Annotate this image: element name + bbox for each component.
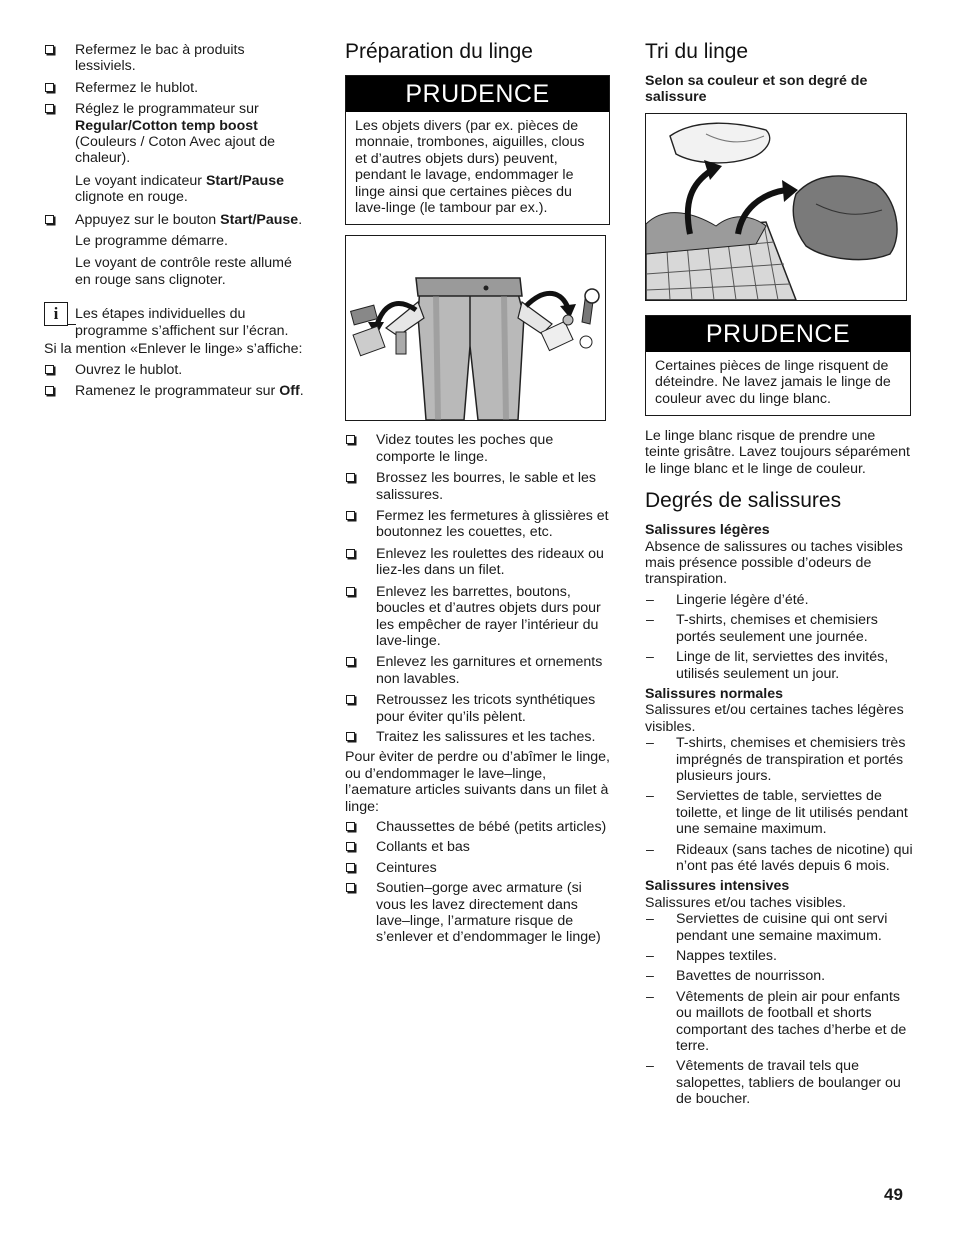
white-laundry-paragraph: Le linge blanc risque de prendre une teinte grisâtre. Lavez toujours séparément le linge blanc et le linge de couleur. [645,428,910,477]
soil-light-text: Absence de salissures ou taches visibles mais présence possible d’odeurs de transpiration. [645,538,903,588]
soil-normal-title: Salissures normales [645,685,784,702]
caution-title: PRUDENCE [646,316,910,352]
step-close-detergent-drawer: Refermez le bac à produits lessiviels. [44,42,309,75]
list-item: – Bavettes de nourrisson. [645,968,913,984]
soil-normal-text: Salissures et/ou certaines taches légères visibles. [645,702,904,735]
soil-light-title: Salissures légères [645,522,770,539]
section-title: Tri du linge [645,40,749,63]
list-item: – Vêtements de travail tels que salopettes, tabliers de boulanger ou de boucher. [645,1058,913,1107]
list-item: – Vêtements de plein air pour enfants ou maillots de football et shorts comportant des taches d’herbe et de terre. [645,989,913,1055]
caution-box [345,75,610,225]
caution-title: PRUDENCE [346,76,609,112]
column-right [645,40,913,1112]
net-paragraph: Pour èviter de perdre ou d’abîmer le linge, ou d’endommager le lave–linge, l’aemature articles suivants dans un filet à linge: [345,749,610,815]
list-item: – Nappes textiles. [645,948,913,964]
list-item: – Lingerie légère d’été. [645,592,913,608]
info-icon: i [44,302,68,326]
info-text: Les étapes individuelles du programme s’affichent sur l’écran. [75,306,289,339]
list-item: Brossez les bourres, le sable et les salissures. [345,470,610,503]
trousers-pockets-icon [346,236,605,420]
list-item: Chaussettes de bébé (petits articles) [345,819,610,835]
list-item: Enlevez les roulettes des rideaux ou liez-les dans un filet. [345,546,610,579]
laundry-basket-icon [646,114,906,300]
laundry-basket-figure [645,113,907,301]
caution-box [645,315,911,416]
section-title: Degrés de salissures [645,489,842,513]
list-item: Enlevez les garnitures et ornements non lavables. [345,654,610,687]
list-item: – T-shirts, chemises et chemisiers portés seulement une journée. [645,612,913,645]
trousers-pockets-figure [345,235,606,421]
list-item: Enlevez les barrettes, boutons, boucles et d’autres objets durs pour les empêcher de rayer l’intérieur du lave-linge. [345,584,610,650]
divider [68,324,76,325]
list-item: Retroussez les tricots synthétiques pour éviter qu’ils pèlent. [345,692,610,725]
caution-text: Certaines pièces de linge risquent de déteindre. Ne lavez jamais le linge de couleur avec du linge blanc. [655,357,891,407]
list-item: Ceintures [345,860,610,876]
step-set-off: Ramenez le programmateur sur Off. [44,383,309,399]
soil-intense-title: Salissures intensives [645,878,790,895]
programme-name: Regular/Cotton temp boost [75,117,258,134]
step-open-door: Ouvrez le hublot. [44,362,309,378]
page-number: 49 [884,1185,903,1204]
list-item: Soutien–gorge avec armature (si vous les lavez directement dans lave–linge, l’armature risque de s’enlever et d’endommager le linge) [345,880,610,946]
note-programme-starts: Le programme démarre. [75,233,228,250]
info-note [44,306,309,339]
list-item: – Linge de lit, serviettes des invités, utilisés seulement un jour. [645,649,913,682]
note-start-pause-blinking: Le voyant indicateur Start/Pause clignote en rouge. [75,172,285,206]
note-light-stays-on: Le voyant de contrôle reste allumé en rouge sans clignoter. [75,255,292,288]
list-item: – Serviettes de cuisine qui ont servi pendant une semaine maximum. [645,911,913,944]
list-item: – T-shirts, chemises et chemisiers très imprégnés de transpiration et portés plusieurs jours. [645,735,913,784]
list-item: Videz toutes les poches que comporte le linge. [345,432,610,465]
list-item: Traitez les salissures et les taches. [345,729,610,745]
soil-intense-text: Salissures et/ou taches visibles. [645,894,847,911]
column-middle [345,40,610,950]
step-close-door: Refermez le hublot. [44,80,309,96]
list-item: – Serviettes de table, serviettes de toilette, et linge de lit utilisés pendant une semaine maximum. [645,788,913,837]
section-title: Préparation du linge [345,40,533,63]
net-list [345,819,610,946]
step-press-start: Appuyez sur le bouton Start/Pause. [44,212,309,228]
list-item: – Rideaux (sans taches de nicotine) qui n’ont pas été lavés depuis 6 mois. [645,842,913,875]
column-left [44,42,309,403]
list-item: Collants et bas [345,839,610,855]
list-item: Fermez les fermetures à glissières et boutonnez les couettes, etc. [345,508,610,541]
subheading: Selon sa couleur et son degré de salissure [645,73,868,106]
step-set-programme: Réglez le programmateur sur Regular/Cotton temp boost (Couleurs / Coton Avec ajout de chaleur). [44,101,309,167]
prep-list [345,432,610,745]
enlever-text: Si la mention «Enlever le linge» s’affiche: [44,341,303,358]
caution-text: Les objets divers (par ex. pièces de monnaie, trombones, aiguilles, clous et d’autres objets durs) peuvent, pendant le lavage, endommager le linge ainsi que certaines pièces du lave-linge (le tambour par ex.). [355,118,585,217]
